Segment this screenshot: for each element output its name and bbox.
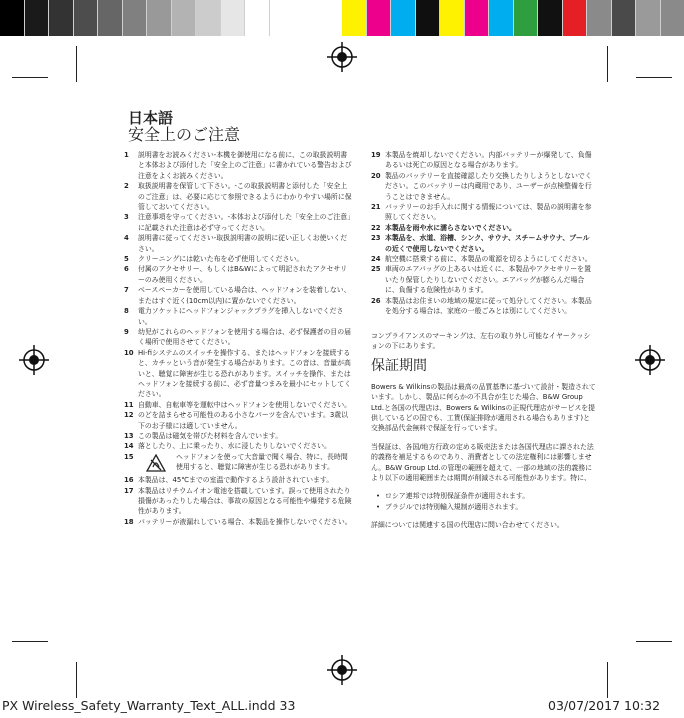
item-text: 本製品を、水道、浴槽、シンク、サウナ、スチームサウナ、プールの近くで使用しないでください。 [385,234,590,253]
color-swatch [636,0,661,36]
item-text: 製品のバッテリーを直接確認したり交換したりしようとしないでください。このバッテリーは内蔵用であり、ユーザーが点検整備を行うことはできません。 [385,171,592,201]
item-number: 1 [124,151,129,159]
safety-item [124,264,352,285]
item-number: 10 [124,348,134,357]
color-swatch [440,0,465,36]
color-swatch [147,0,172,36]
color-swatch [196,0,221,36]
item-text: 本製品はリチウムイオン電池を搭載しています。誤って使用されたり損傷があったりした場合は、事故の原因となる可能性や爆発する危険性があります。 [138,486,352,516]
color-swatch [25,0,50,36]
item-number: 12 [124,411,134,420]
list-item: • ロシア連邦では特別保証条件が適用されます。 [375,492,530,501]
safety-item [124,400,352,410]
safety-item [371,202,596,223]
registration-mark-icon [19,345,49,375]
color-swatch [538,0,563,36]
item-number: 8 [124,307,129,316]
color-swatch [74,0,99,36]
item-number: 3 [124,213,129,222]
item-text: 航空機に搭乗する前に、本製品の電源を切るようにしてください。 [385,255,592,264]
crop-mark [636,641,672,642]
warranty-paragraph: 詳細については関連する国の代理店に問い合わせてください。 [371,521,564,530]
item-number: 20 [371,171,381,180]
registration-mark-icon [327,42,357,72]
item-number: 9 [124,327,129,336]
item-number: 7 [124,286,129,295]
safety-item [371,296,596,317]
section-title-safety: 安全上のご注意 [128,125,241,144]
warranty-bullet-list [371,491,596,512]
color-swatch [661,0,684,36]
item-number: 17 [124,486,134,495]
color-swatch [587,0,612,36]
color-bar-gray [0,0,270,36]
safety-item [124,306,352,327]
item-text: ベースペーカーを使用している場合は、ヘッドフォンを装着しない、またはすぐ近く(10cm以内)に置かないでください。 [138,286,351,305]
color-swatch [514,0,539,36]
item-number: 26 [371,296,381,305]
print-slug [0,697,684,717]
item-text: 自動車、自転車等を運転中はヘッドフォンを使用しないでください。 [138,400,352,409]
language-heading: 日本語 [128,109,174,127]
item-number: 5 [124,255,129,264]
safety-item [124,285,352,306]
item-text: クリーニングには乾いた布を必ず使用してください。 [138,255,304,264]
item-text: 付属のアクセサリー、もしくはB&Wによって明記されたアクセサリーのみ使用ください。 [138,265,348,284]
safety-item [124,212,352,233]
item-text: 本製品はお住まいの地域の規定に従って処分してください。本製品を処分する場合は、家庭の一般ごみとは別にしてください。 [385,296,592,316]
color-swatch [391,0,416,36]
item-text: 注意事項を守ってください。-本体および添付した「安全上のご注意」に記載された注意は必ず守ってください。 [138,213,351,232]
safety-item [124,233,352,254]
crop-mark [607,46,608,82]
color-bar-process [342,0,684,36]
item-text: 説明書に従ってください-取扱説明書の説明に従い正しくお使いください。 [138,234,348,253]
item-text: 本製品を雨や水に濡らさないでください。 [385,223,516,232]
color-swatch [172,0,197,36]
safety-item [371,233,596,254]
color-swatch [49,0,74,36]
safety-item [124,431,352,441]
item-number: 15 [124,452,134,461]
crop-mark [607,662,608,698]
safety-item [124,410,352,431]
item-text: 本製品を焼却しないでください。内部バッテリーが爆発して、負傷あるいは死亡の原因となる場合があります。 [385,151,592,170]
item-number: 11 [124,400,134,409]
item-text: 説明書をお読みください-本機を御使用になる前に、この取扱説明書と本体および添付した「安全上のご注意」に書かれている警告および注意をよくお読みください。 [138,151,352,180]
safety-item [124,254,352,264]
color-swatch [416,0,441,36]
crop-mark [76,662,77,698]
item-number: 16 [124,476,134,485]
safety-item [371,254,596,264]
color-swatch [342,0,367,36]
item-number: 18 [124,517,134,526]
safety-item [124,475,352,485]
list-item: • ブラジルでは特別輸入規制が適用されます。 [375,502,523,511]
item-text: バッテリーのお手入れに関する情報については、製品の説明書を参照してください。 [385,203,592,222]
right-column [371,150,596,539]
color-swatch [221,0,246,36]
warranty-paragraph: Bowers & Wilkinsの製品は最高の品質基準に基づいて設計・製造されています。しかし、製品に何らかの不具合が生じた場合、B&W Group Ltd.と各国の代理店は、Bowers & Wilkinsの正規代理店がサービスを提供しているどの国でも、工賃(保証排除が適用される場合もあります)と交換部品代金無料で保証を行っています。 [371,382,596,433]
item-text: 取扱説明書を保管して下さい。-この取扱説明書と添付した「安全上のご注意」は、必要に応じて参照できるようにわかりやすい場所に保管しておいてください。 [138,182,352,212]
item-text: この製品は磁気を帯びた材料を含んでいます。 [138,431,283,440]
safety-item [124,150,352,181]
safety-item [124,486,352,517]
document-page [96,95,596,635]
registration-mark-icon [635,345,665,375]
item-number: 6 [124,265,129,274]
safety-item [371,223,596,233]
item-text: のどを詰まらせる可能性のある小さなパーツを含んでいます。3歳以下のお子様には適していません。 [138,411,349,430]
safety-item [124,348,352,400]
safety-item [371,264,596,295]
safety-item [371,171,596,202]
left-column [124,150,352,527]
item-number: 23 [371,234,381,243]
slug-filename: PX Wireless_Safety_Warranty_Text_ALL.indd 33 [2,698,296,713]
safety-item [124,327,352,348]
color-swatch [489,0,514,36]
item-number: 14 [124,442,134,451]
compliance-note: コンプライアンスのマーキングは、左右の取り外し可能なイヤークッションの下にあります。 [371,331,591,350]
color-swatch [245,0,270,36]
crop-mark [12,77,48,78]
safety-item [124,517,352,527]
color-swatch [0,0,25,36]
safety-list-right [371,150,596,317]
item-number: 21 [371,203,381,212]
color-swatch [123,0,148,36]
hearing-warning-icon [146,454,166,472]
color-swatch [612,0,637,36]
crop-mark [12,641,48,642]
registration-mark-icon [327,655,357,685]
color-swatch [367,0,392,36]
item-number: 19 [371,151,381,159]
crop-mark [636,77,672,78]
item-number: 22 [371,223,381,232]
safety-item [124,441,352,451]
item-number: 4 [124,234,129,243]
item-text: 幼児がこれらのヘッドフォンを使用する場合は、必ず保護者の目の届く場所で使用させてください。 [138,327,352,347]
item-text: 電力ソケットにヘッドフォンジャックプラグを挿入しないでください。 [138,307,344,326]
crop-mark [76,46,77,82]
item-text: 車両のエアバッグの上あるいは近くに、本製品やアクセサリーを置いたり保管したりしないでください。エアバッグが膨らんだ場合に、負傷する危険性があります。 [385,265,591,295]
item-number: 2 [124,182,129,191]
item-number: 13 [124,431,134,440]
item-text: バッテリーが液漏れしている場合、本製品を操作しないでください。 [138,517,352,526]
slug-date: 03/07/2017 10:32 [548,698,661,713]
safety-item [371,150,596,171]
item-text: 落としたり、上に乗ったり、水に浸したりしないでください。 [138,442,331,451]
item-text: ヘッドフォンを使って大音量で聞く場合、特に、長時間使用すると、聴覚に障害が生じる恐れがあります。 [176,452,348,472]
color-swatch [465,0,490,36]
item-text: 本製品は、45℃までの室温で動作するよう設計されています。 [138,476,334,485]
safety-item [124,181,352,212]
item-number: 24 [371,255,381,264]
warranty-heading: 保証期間 [371,358,427,375]
item-number: 25 [371,265,381,274]
color-swatch [98,0,123,36]
safety-item [124,452,352,475]
item-text: Hi-fiシステムのスイッチを操作する、またはヘッドフォンを接続すると、カチッという音が発生する場合があります。この音は、音量が高いと、聴覚に障害が生じる恐れがあります。スイッチを操作、またはヘッドフォンを接続する前に、必ず音量つまみを最小にセットしてください。 [138,348,352,399]
warranty-paragraph: 当保証は、各国/地方行政の定める販売法または各国代理店に課された法的義務を補足するものであり、消費者としての法定権利には影響しません。B&W Group Ltd.の管理の範囲を超えて、一部の地域の法的義務により以下の適用範囲または期間が削減される可能性があります。特に、 [371,442,594,482]
color-swatch [563,0,588,36]
